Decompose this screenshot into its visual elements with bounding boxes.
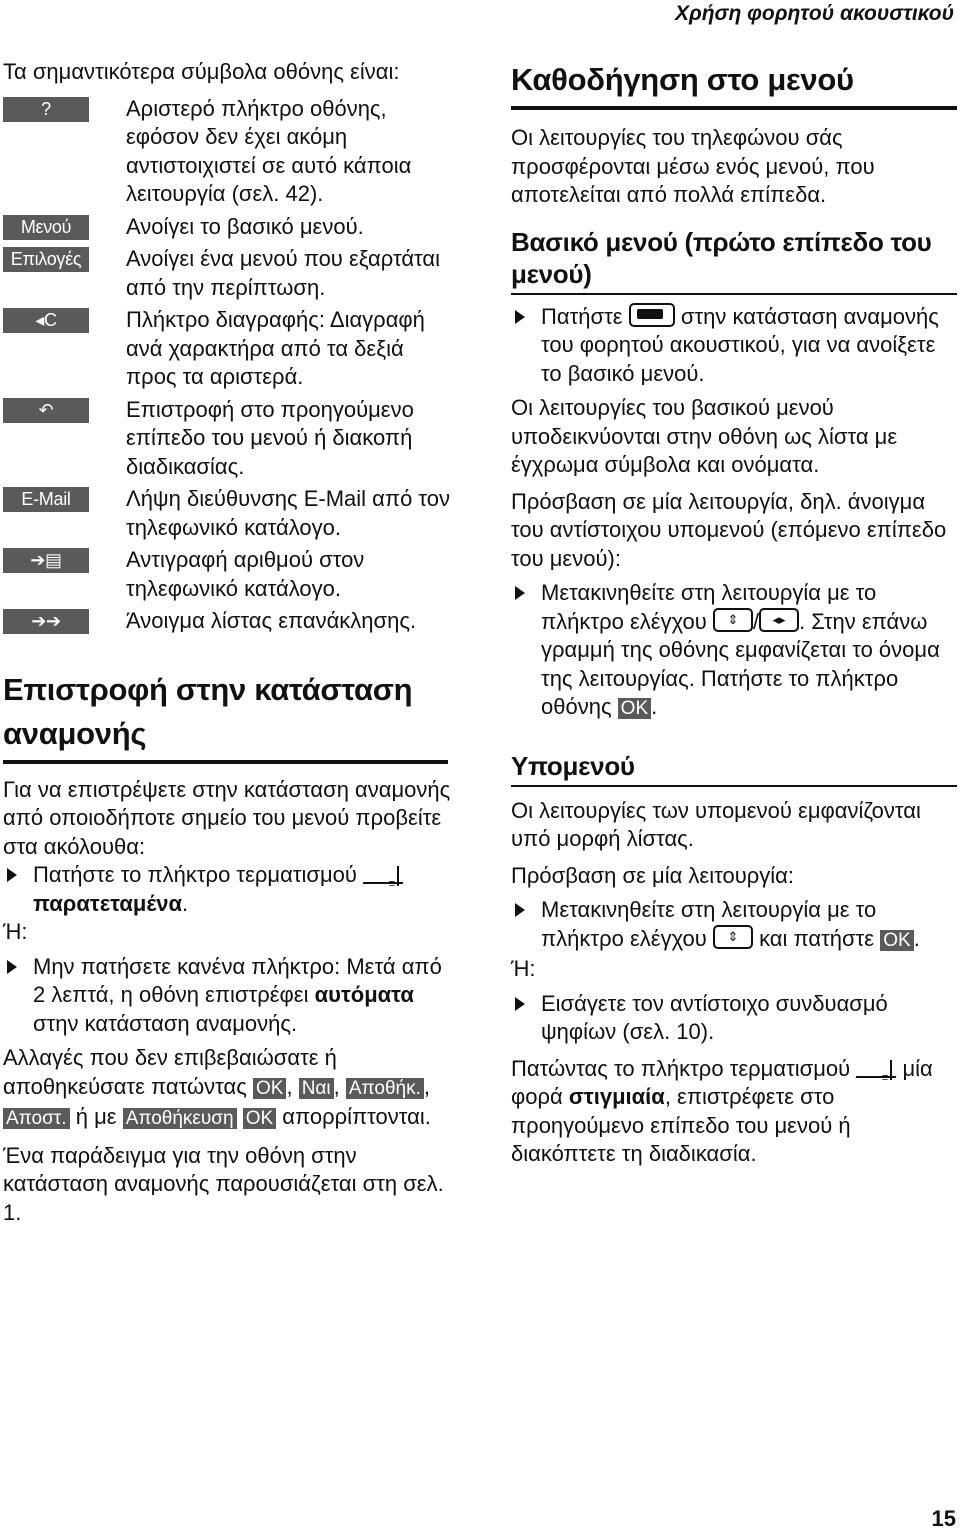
menu-para-6 <box>511 1055 957 1169</box>
control-key-updown-icon: ⇕ <box>713 608 753 632</box>
section-title-menu: Καθοδήγηση στο μενού <box>511 58 957 110</box>
idle-para-2: Αλλαγές που δεν επιβεβαιώσατε ή αποθηκεύσατε πατώντας OK , Ναι , Αποθήκ. , Αποστ. ή με Αποθήκευση OK απορρίπτονται. <box>3 1045 431 1129</box>
bullet-triangle-icon <box>511 990 541 1047</box>
bullet-text: στην κατάσταση αναμονής. <box>33 1010 298 1036</box>
bullet-triangle-icon <box>511 896 541 955</box>
bullet-text: Εισάγετε τον αντίστοιχο συνδυασμό ψηφίων (σελ. 10). <box>541 990 888 1044</box>
idle-para-3: Ένα παράδειγμα για την οθόνη στην κατάσταση αναμονής παρουσιάζεται στη σελ. 1. <box>3 1142 444 1225</box>
bullet-text: Μετακινηθείτε στη λειτουργία με το πλήκτρο ελέγχου <box>541 580 877 634</box>
idle-para-1: Για να επιστρέψετε στην κατάσταση αναμονής από οποιοδήποτε σημείο του μενού προβείτε στα ακόλουθα: <box>3 776 451 859</box>
para-text: Αλλαγές που δεν επιβεβαιώσατε ή αποθηκεύσατε πατώντας <box>3 1045 337 1099</box>
softkey-send-short: Αποστ. <box>3 1108 70 1129</box>
subsection-main-menu: Βασικό μενού (πρώτο επίπεδο του μενού) <box>511 226 957 295</box>
bullet-text: στην κατάσταση αναμονής του φορητού ακουστικού, για να ανοίξετε το βασικό μενού. <box>541 303 939 386</box>
control-key-leftright-icon: ◂▸ <box>759 608 799 632</box>
section-title-idle: Επιστροφή στην κατάσταση αναμονής <box>3 668 448 764</box>
end-call-key-icon: ≡ <box>363 864 403 886</box>
control-key-updown-icon: ⇕ <box>713 925 753 949</box>
bullet-text: και πατήστε <box>759 925 875 951</box>
bullet-triangle-icon <box>3 953 33 1039</box>
symbol-row <box>3 546 458 603</box>
bullet-text: Πατήστε το πλήκτρο τερματισμού <box>33 862 357 887</box>
softkey-ok: OK <box>618 698 651 719</box>
bold-text: παρατεταμένα <box>33 890 183 916</box>
bullet-triangle-icon <box>511 579 541 724</box>
para-text: Πατώντας το πλήκτρο τερματισμού <box>511 1055 851 1081</box>
bullet-end-key: Πατήστε το πλήκτρο τερματισμού ≡ παρατεταμένα. <box>3 861 458 918</box>
bullet-digits <box>511 990 957 1047</box>
softkey-symbol: E-Mail <box>3 487 89 512</box>
softkey-symbol: Επιλογές <box>3 247 89 272</box>
softkey-save-short: Αποθήκ. <box>346 1078 424 1099</box>
symbol-description: Άνοιγμα λίστας επανάκλησης. <box>126 608 417 633</box>
softkey-symbol: ◂C <box>3 308 89 333</box>
bullet-open-menu <box>511 303 957 389</box>
softkey-symbol: ? <box>3 97 89 122</box>
bullet-text: . Στην επάνω γραμμή της οθόνης εμφανίζεται το όνομα της λειτουργίας. Πατήστε το πλήκτρο οθόνης <box>541 608 940 719</box>
symbol-description: Αντιγραφή αριθμού στον τηλεφωνικό κατάλογο. <box>126 547 365 601</box>
or-label: Ή: <box>3 919 28 944</box>
symbol-description: Ανοίγει το βασικό μενού. <box>126 213 364 239</box>
running-header: Χρήση φορητού ακουστικού <box>675 2 954 25</box>
symbol-row <box>3 607 458 636</box>
symbol-list <box>3 95 458 636</box>
left-column <box>3 58 458 1227</box>
bullet-text: Μην πατήσετε κανένα πλήκτρο: Μετά από 2 λεπτά, η οθόνη επιστρέφει <box>33 953 442 1007</box>
softkey-ok-2: OK <box>243 1108 276 1129</box>
softkey-symbol: ↶ <box>3 398 89 423</box>
softkey-save: Αποθήκευση <box>123 1108 237 1129</box>
bullet-text: Μετακινηθείτε στη λειτουργία με το πλήκτρο ελέγχου <box>541 897 877 951</box>
para-text: ή με <box>75 1104 117 1129</box>
subsection-submenu: Υπομενού <box>511 750 957 787</box>
softkey-yes: Ναι <box>299 1078 334 1099</box>
bullet-navigate-sub: Μετακινηθείτε στη λειτουργία με το πλήκτρο ελέγχου ⇕ και πατήστε OK . <box>511 896 957 955</box>
symbol-description: Πλήκτρο διαγραφής: Διαγραφή ανά χαρακτήρα από τα δεξιά προς τα αριστερά. <box>126 307 425 389</box>
menu-para-2: Οι λειτουργίες του βασικού μενού υποδεικνύονται στην οθόνη ως λίστα με έγχρωμα σύμβολα και ονόματα. <box>511 395 898 477</box>
symbol-row <box>3 245 458 302</box>
bullet-auto <box>3 953 458 1039</box>
bullet-triangle-icon <box>511 303 541 389</box>
para-text: , επιστρέφετε στο προηγούμενο επίπεδο του μενού ή διακόπτετε τη διαδικασία. <box>511 1084 851 1166</box>
symbol-row <box>3 95 458 209</box>
bold-text: αυτόματα <box>314 982 414 1007</box>
para-text: μία φορά <box>511 1055 933 1109</box>
menu-para-3: Πρόσβαση σε μία λειτουργία, δηλ. άνοιγμα του αντίστοιχου υπομενού (επόμενο επίπεδο του μενού): <box>511 488 947 571</box>
display-key-icon <box>629 303 675 327</box>
symbol-row <box>3 306 458 392</box>
para-text: απορρίπτονται. <box>282 1104 431 1129</box>
menu-para-1: Οι λειτουργίες του τηλεφώνου σάς προσφέρονται μέσω ενός μενού, που αποτελείται από πολλά επίπεδα. <box>511 125 875 207</box>
right-column <box>511 58 957 1169</box>
menu-para-4: Οι λειτουργίες των υπομενού εμφανίζονται υπό μορφή λίστας. <box>511 797 921 851</box>
softkey-symbol: ➔▤ <box>3 548 89 573</box>
bullet-navigate: Μετακινηθείτε στη λειτουργία με το πλήκτρο ελέγχου ⇕ / ◂▸ . Στην επάνω γραμμή της οθόνης εμφανίζεται το όνομα της λειτουργίας. Πατήστε το πλήκτρο οθόνης OK . <box>511 579 957 724</box>
softkey-ok: OK <box>253 1078 286 1099</box>
menu-para-5: Πρόσβαση σε μία λειτουργία: <box>511 862 794 888</box>
bold-text: στιγμιαία <box>568 1084 665 1109</box>
or-label: Ή: <box>511 956 536 981</box>
symbol-description: Επιστροφή στο προηγούμενο επίπεδο του μενού ή διακοπή διαδικασίας. <box>126 396 414 479</box>
symbol-row <box>3 396 458 482</box>
symbol-row <box>3 213 458 242</box>
symbol-row <box>3 485 458 542</box>
symbol-description: Λήψη διεύθυνσης E-Mail από τον τηλεφωνικό κατάλογο. <box>126 486 451 540</box>
symbol-description: Αριστερό πλήκτρο οθόνης, εφόσον δεν έχει ακόμη αντιστοιχιστεί σε αυτό κάποια λειτουργία (σελ. 42). <box>126 95 412 206</box>
softkey-symbol: ➔➔ <box>3 609 89 634</box>
symbol-description: Ανοίγει ένα μενού που εξαρτάται από την περίπτωση. <box>126 246 441 300</box>
end-call-key-icon: ≡ <box>856 1058 896 1080</box>
softkey-symbol: Μενού <box>3 215 89 240</box>
bullet-triangle-icon <box>3 861 33 918</box>
softkey-ok: OK <box>880 930 913 951</box>
symbols-intro: Τα σημαντικότερα σύμβολα οθόνης είναι: <box>3 59 400 84</box>
page-number: 15 <box>931 1506 956 1531</box>
bullet-text: Πατήστε <box>541 303 623 329</box>
